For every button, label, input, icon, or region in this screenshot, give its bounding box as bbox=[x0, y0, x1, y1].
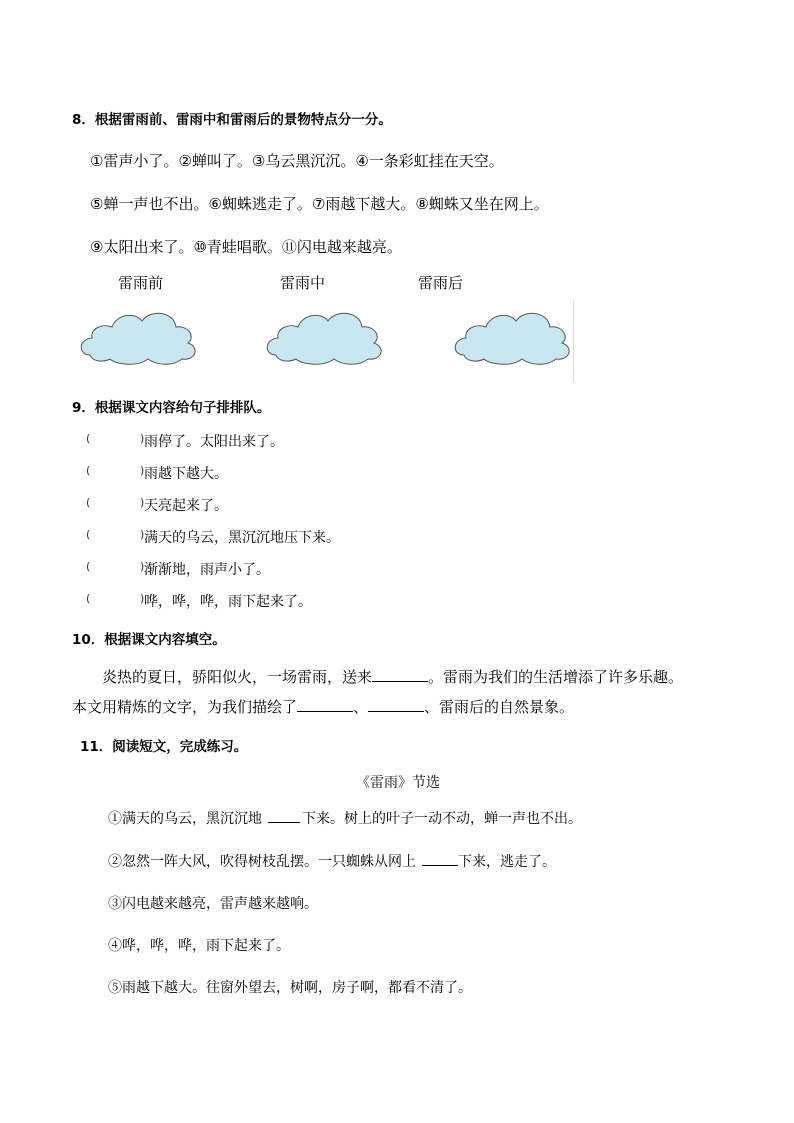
passage-title: 《雷雨》节选 bbox=[356, 775, 440, 791]
q8-line-2: ⑤蝉一声也不出。⑥蜘蛛逃走了。⑦雨越下越大。⑧蜘蛛又坐在网上。 bbox=[90, 195, 549, 213]
q10-line-2-end: 、雷雨后的自然景象。 bbox=[424, 698, 575, 716]
order-sentence: 满天的乌云，黑沉沉地压下来。 bbox=[144, 530, 340, 546]
q10-line-1 bbox=[102, 666, 683, 687]
passage-paragraph-3: ③闪电越来越亮，雷声越来越响。 bbox=[108, 896, 318, 912]
q10-title: 10．根据课文内容填空。 bbox=[72, 632, 226, 648]
order-paren-close: ) bbox=[140, 560, 145, 573]
passage-paragraph-1 bbox=[108, 808, 582, 828]
passage-text: 下来。树上的叶子一动不动，蝉一声也不出。 bbox=[302, 811, 582, 827]
cloud-before-answer-box[interactable] bbox=[76, 305, 200, 367]
order-paren-close: ) bbox=[140, 592, 145, 605]
cloud-after-answer-box[interactable] bbox=[450, 305, 574, 367]
stage-label-after: 雷雨后 bbox=[418, 274, 464, 292]
q8-title: 8．根据雷雨前、雷雨中和雷雨后的景物特点分一分。 bbox=[72, 112, 392, 128]
order-paren-close: ) bbox=[140, 528, 145, 541]
fill-blank[interactable] bbox=[297, 697, 353, 712]
fill-blank[interactable] bbox=[268, 810, 300, 823]
stage-label-during: 雷雨中 bbox=[280, 274, 326, 292]
q10-line-1-start: 炎热的夏日，骄阳似火，一场雷雨，送来 bbox=[102, 668, 373, 686]
order-paren-open: ( bbox=[86, 464, 91, 477]
passage-text: 下来，逃走了。 bbox=[458, 854, 556, 870]
order-paren-open: ( bbox=[86, 528, 91, 541]
order-sentence: 渐渐地，雨声小了。 bbox=[144, 562, 270, 578]
fill-blank[interactable] bbox=[368, 697, 424, 712]
order-sentence: 雨越下越大。 bbox=[144, 466, 228, 482]
q11-title: 11．阅读短文，完成练习。 bbox=[80, 739, 248, 755]
q8-line-1: ①雷声小了。②蝉叫了。③乌云黑沉沉。④一条彩虹挂在天空。 bbox=[90, 152, 504, 170]
passage-paragraph-5: ⑤雨越下越大。往窗外望去，树啊，房子啊，都看不清了。 bbox=[108, 980, 472, 996]
q10-line-2 bbox=[72, 696, 574, 717]
order-sentence: 天亮起来了。 bbox=[144, 498, 228, 514]
order-paren-open: ( bbox=[86, 496, 91, 509]
fill-blank[interactable] bbox=[422, 853, 458, 866]
fill-blank[interactable] bbox=[372, 667, 428, 682]
order-paren-close: ) bbox=[140, 496, 145, 509]
q10-line-1-end: 。雷雨为我们的生活增添了许多乐趣。 bbox=[428, 668, 684, 686]
order-paren-close: ) bbox=[140, 432, 145, 445]
order-paren-open: ( bbox=[86, 560, 91, 573]
passage-text: ①满天的乌云，黑沉沉地 bbox=[108, 811, 262, 827]
order-paren-open: ( bbox=[86, 592, 91, 605]
stage-label-before: 雷雨前 bbox=[118, 274, 164, 292]
q8-line-3: ⑨太阳出来了。⑩青蛙唱歌。⑪闪电越来越亮。 bbox=[90, 238, 402, 256]
order-sentence: 哗，哗，哗，雨下起来了。 bbox=[144, 594, 312, 610]
q10-line-2-start: 本文用精炼的文字，为我们描绘了 bbox=[72, 698, 298, 716]
cloud-during-answer-box[interactable] bbox=[262, 305, 386, 367]
image-edge-divider bbox=[573, 300, 574, 382]
order-paren-open: ( bbox=[86, 432, 91, 445]
order-sentence: 雨停了。太阳出来了。 bbox=[144, 434, 284, 450]
q9-title: 9．根据课文内容给句子排排队。 bbox=[72, 400, 271, 416]
order-paren-close: ) bbox=[140, 464, 145, 477]
passage-paragraph-4: ④哗，哗，哗，雨下起来了。 bbox=[108, 938, 290, 954]
q10-separator: 、 bbox=[353, 698, 369, 716]
passage-paragraph-2 bbox=[108, 851, 556, 871]
passage-text: ②忽然一阵大风，吹得树枝乱摆。一只蜘蛛从网上 bbox=[108, 854, 416, 870]
